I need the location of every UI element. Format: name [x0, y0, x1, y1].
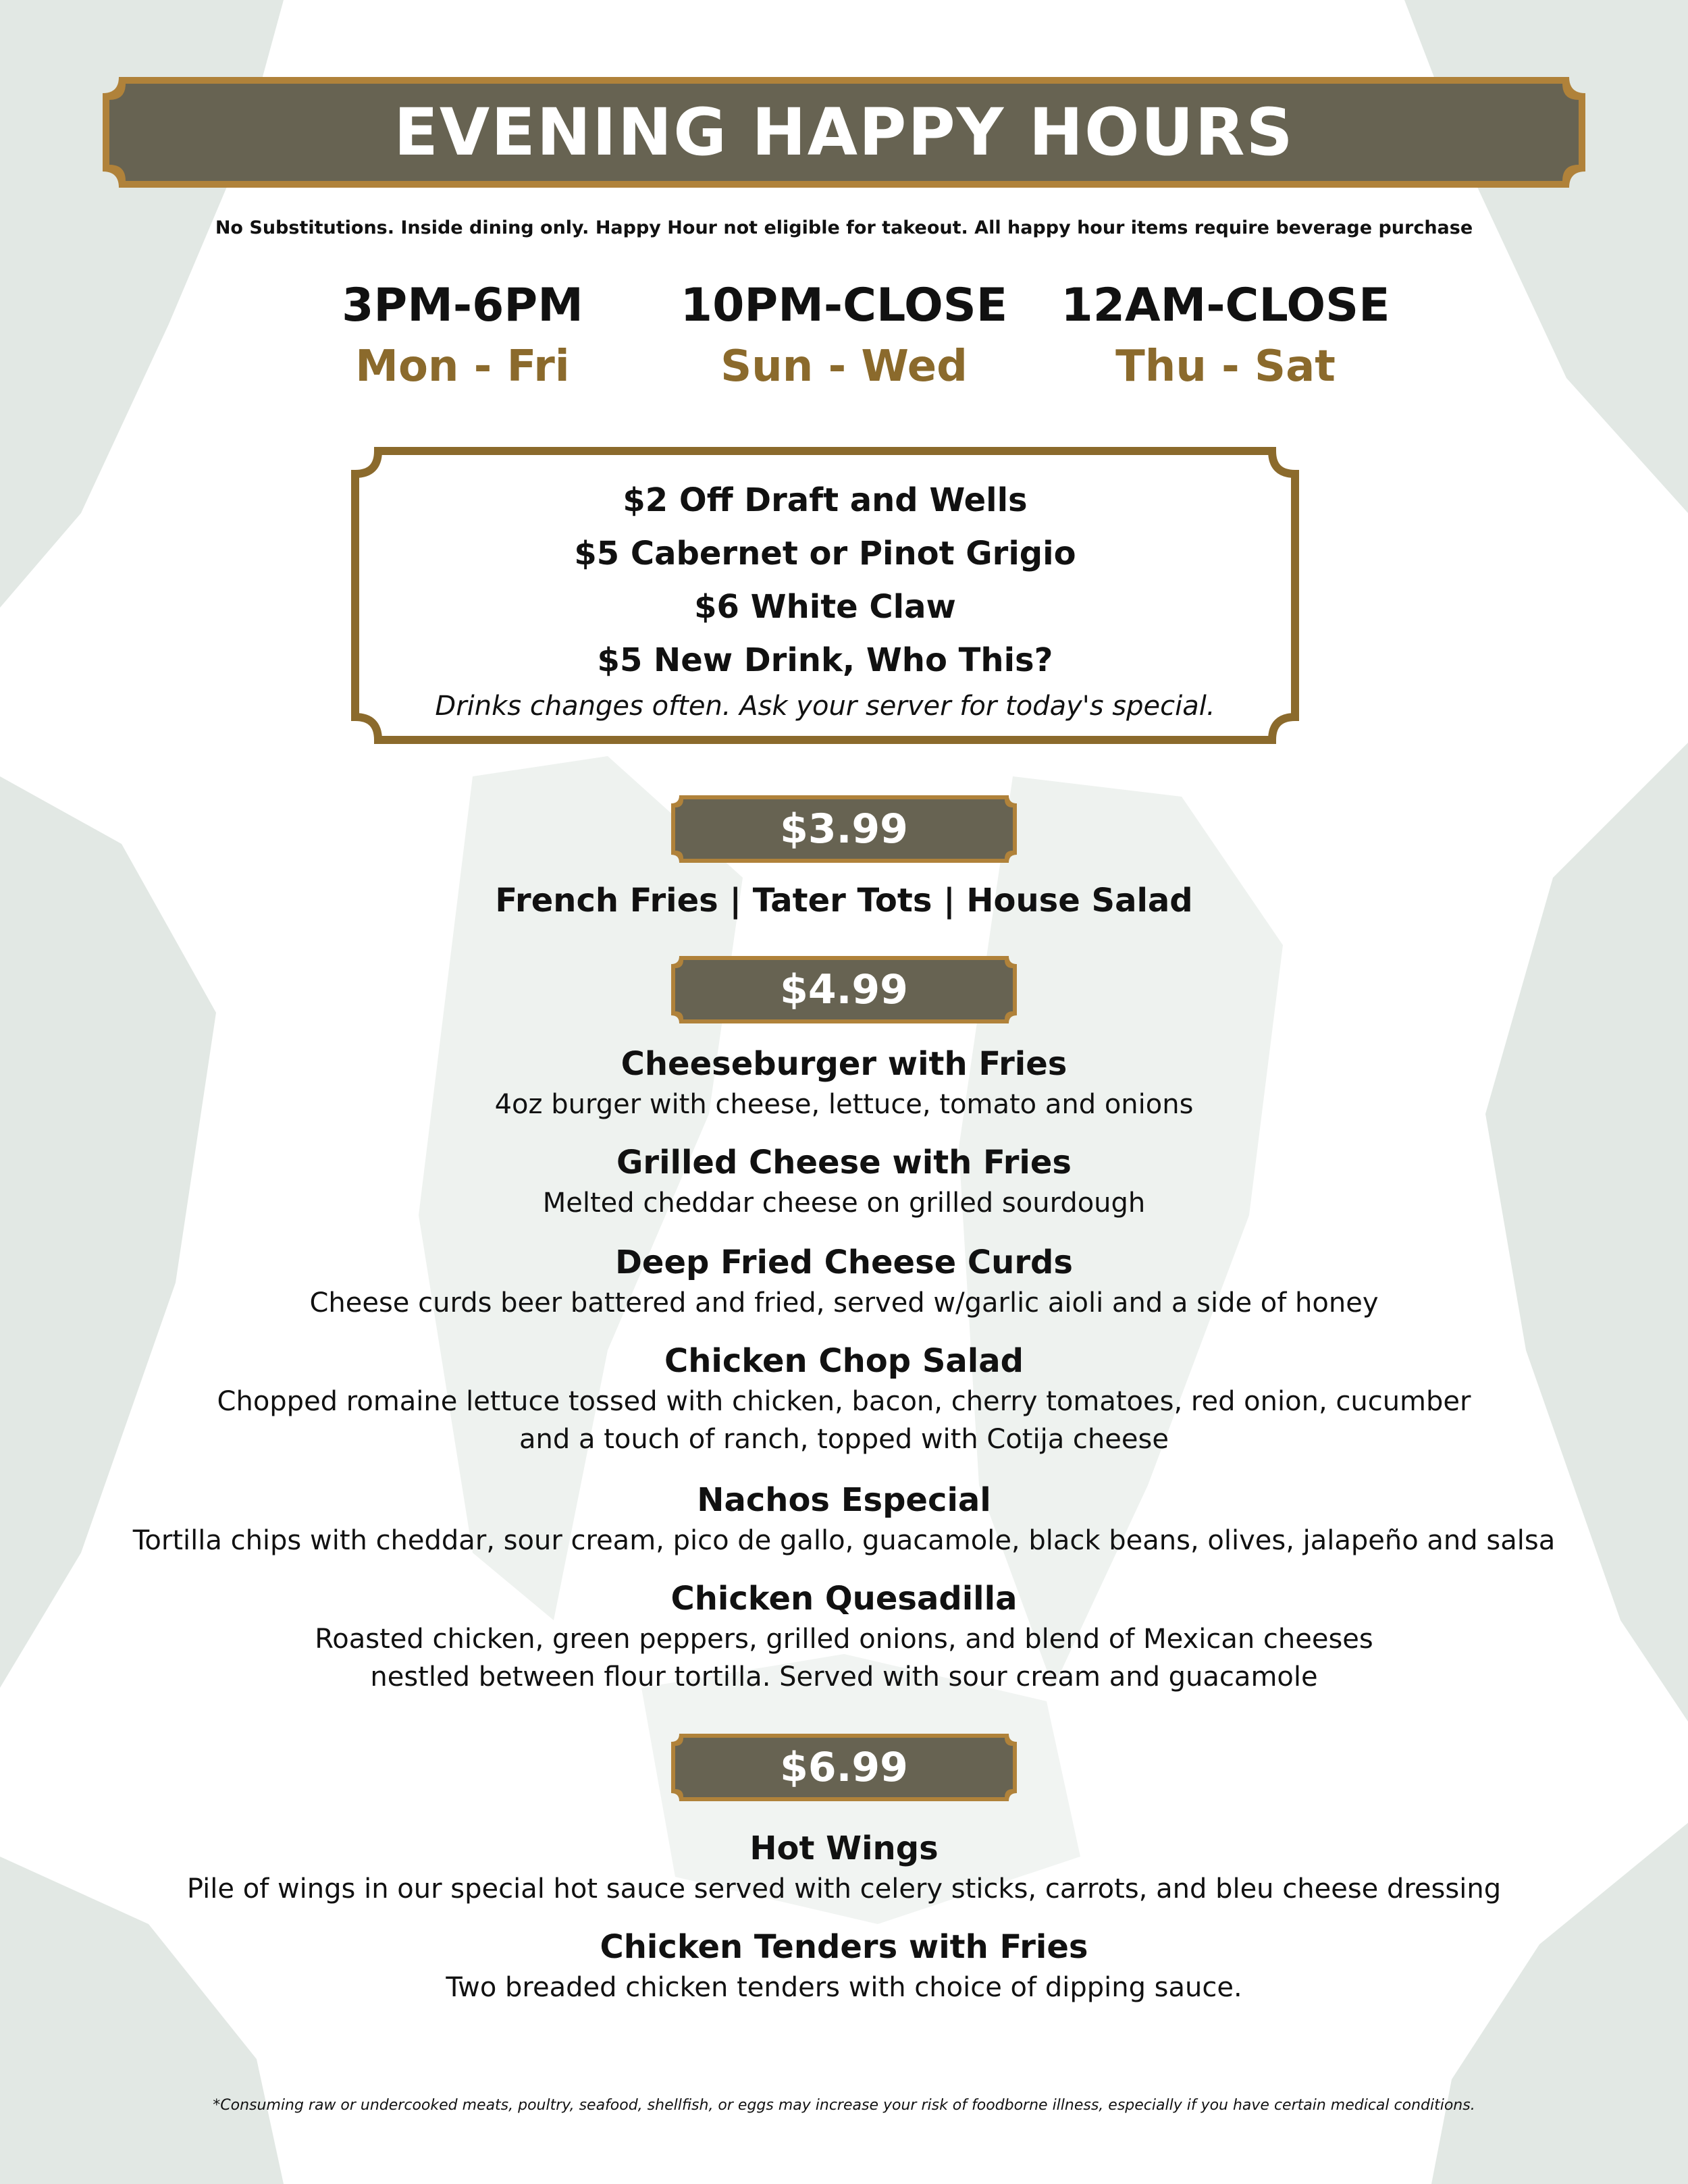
menu-item-desc: Pile of wings in our special hot sauce served with celery sticks, carrots, and bleu cheese dressing [186, 1873, 1502, 1905]
price-label: $3.99 [780, 805, 908, 853]
menu-item-desc: Chopped romaine lettuce tossed with chicken, bacon, cherry tomatoes, red onion, cucumber [217, 1386, 1471, 1417]
drink-note: Drinks changes often. Ask your server for today's special. [435, 691, 1215, 722]
menu-item-name: Nachos Especial [697, 1481, 991, 1519]
price-tag-399 [668, 793, 1020, 865]
hours-days: Sun - Wed [720, 342, 968, 392]
title-banner [100, 74, 1588, 190]
hours-time: 12AM-CLOSE [1061, 279, 1390, 332]
drink-special: $5 Cabernet or Pinot Grigio [574, 535, 1076, 572]
menu-item-name: Chicken Quesadilla [670, 1580, 1018, 1618]
page-title: EVENING HAPPY HOURS [394, 95, 1294, 170]
menu-item-name: Deep Fried Cheese Curds [615, 1244, 1073, 1281]
price-label: $6.99 [780, 1744, 908, 1791]
hours-block-3 [1009, 275, 1442, 397]
price-tag-499 [668, 953, 1020, 1026]
price-label: $4.99 [780, 966, 908, 1013]
side-items: French Fries | Tater Tots | House Salad [495, 882, 1193, 920]
hours-block-1 [246, 275, 679, 397]
menu-item-desc: and a touch of ranch, topped with Cotija cheese [519, 1424, 1169, 1455]
menu-item-desc: Roasted chicken, green peppers, grilled onions, and blend of Mexican cheeses [315, 1624, 1373, 1655]
hours-time: 10PM-CLOSE [680, 279, 1008, 332]
hours-days: Thu - Sat [1115, 342, 1336, 392]
drink-special: $6 White Claw [694, 588, 956, 626]
menu-item-name: Chicken Chop Salad [664, 1342, 1024, 1380]
menu-item-desc: Cheese curds beer battered and fried, served w/garlic aioli and a side of honey [309, 1287, 1379, 1319]
menu-item-desc: Two breaded chicken tenders with choice of dipping sauce. [446, 1972, 1242, 2003]
hours-days: Mon - Fri [355, 342, 570, 392]
drink-special: $5 New Drink, Who This? [597, 641, 1053, 679]
drink-specials-box [351, 447, 1299, 744]
health-footnote: *Consuming raw or undercooked meats, poultry, seafood, shellfish, or eggs may increase your risk of foodborne illness, especially if you have certain medical conditions. [213, 2097, 1475, 2114]
hours-block-2 [628, 275, 1060, 397]
menu-item-desc: Melted cheddar cheese on grilled sourdough [542, 1188, 1146, 1219]
drink-specials-list [351, 474, 1299, 725]
menu-item-desc: 4oz burger with cheese, lettuce, tomato and onions [494, 1089, 1194, 1120]
disclaimer-text: No Substitutions. Inside dining only. Happy Hour not eligible for takeout. All happy hour items require beverage purchase [215, 217, 1473, 238]
menu-item-name: Chicken Tenders with Fries [600, 1928, 1088, 1966]
price-tag-699 [668, 1731, 1020, 1804]
menu-item-name: Cheeseburger with Fries [621, 1045, 1067, 1083]
drink-special: $2 Off Draft and Wells [623, 481, 1028, 519]
hours-time: 3PM-6PM [342, 279, 583, 332]
menu-item-desc: nestled between flour tortilla. Served with sour cream and guacamole [370, 1661, 1318, 1693]
menu-item-name: Hot Wings [749, 1830, 939, 1867]
menu-item-desc: Tortilla chips with cheddar, sour cream, pico de gallo, guacamole, black beans, olives, jalapeño and salsa [132, 1525, 1556, 1556]
menu-item-name: Grilled Cheese with Fries [616, 1144, 1072, 1181]
